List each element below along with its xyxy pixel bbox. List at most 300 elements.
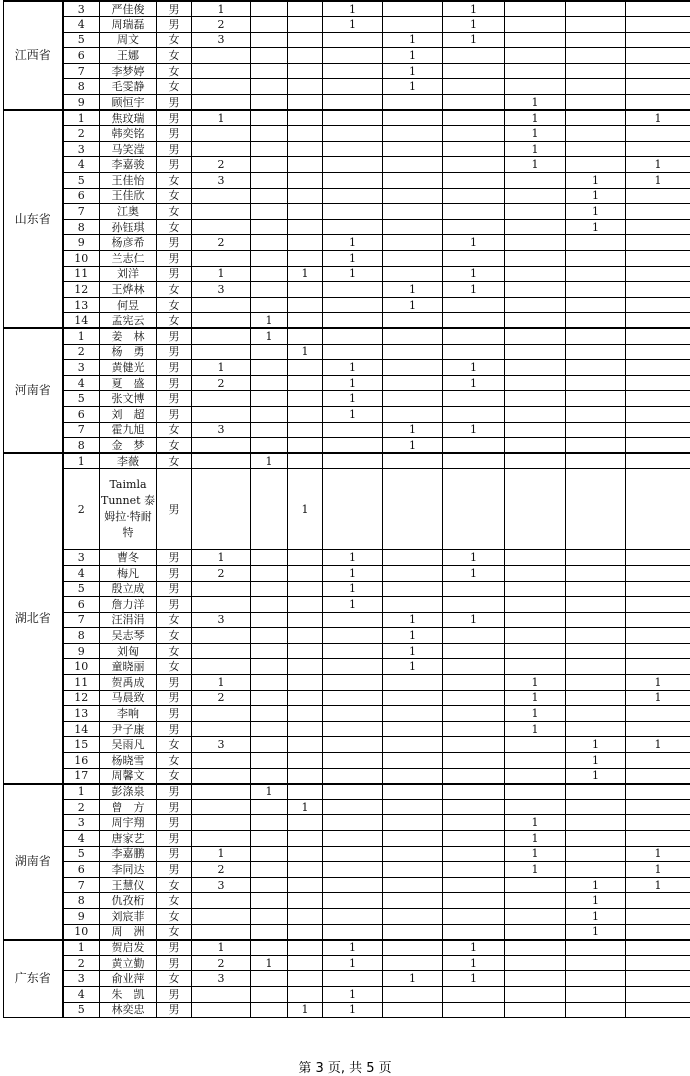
row-number-cell: 3 — [63, 971, 100, 987]
mark-cell — [566, 628, 626, 644]
gender-cell: 男 — [157, 95, 192, 111]
table-row — [4, 581, 690, 597]
mark-cell: 1 — [323, 360, 383, 376]
mark-cell — [626, 955, 690, 971]
mark-cell — [251, 565, 288, 581]
mark-cell — [505, 344, 566, 360]
mark-cell — [443, 469, 505, 550]
table-row — [4, 48, 690, 64]
mark-cell — [626, 831, 690, 847]
mark-cell — [251, 282, 288, 298]
mark-cell — [251, 375, 288, 391]
mark-cell — [251, 581, 288, 597]
mark-cell — [443, 986, 505, 1002]
gender-cell: 女 — [157, 188, 192, 204]
row-number-cell: 10 — [63, 251, 100, 267]
table-row — [4, 597, 690, 613]
table-row — [4, 643, 690, 659]
mark-cell — [288, 846, 323, 862]
table-row — [4, 675, 690, 691]
mark-cell — [383, 986, 443, 1002]
mark-cell: 1 — [443, 1, 505, 17]
table-row — [4, 173, 690, 189]
mark-cell — [251, 126, 288, 142]
gender-cell: 男 — [157, 1002, 192, 1018]
mark-cell: 1 — [443, 360, 505, 376]
mark-cell — [505, 422, 566, 438]
mark-cell: 2 — [192, 565, 251, 581]
mark-cell: 1 — [323, 581, 383, 597]
mark-cell — [505, 753, 566, 769]
gender-cell: 女 — [157, 768, 192, 784]
row-number-cell: 4 — [63, 157, 100, 173]
mark-cell — [566, 612, 626, 628]
mark-cell — [192, 831, 251, 847]
mark-cell — [626, 95, 690, 111]
mark-cell: 1 — [383, 628, 443, 644]
mark-cell — [383, 846, 443, 862]
mark-cell: 1 — [323, 251, 383, 267]
mark-cell: 1 — [566, 877, 626, 893]
mark-cell — [443, 753, 505, 769]
mark-cell — [383, 344, 443, 360]
mark-cell — [443, 157, 505, 173]
table-row — [4, 799, 690, 815]
mark-cell — [383, 690, 443, 706]
mark-cell — [626, 721, 690, 737]
gender-cell: 女 — [157, 908, 192, 924]
mark-cell — [443, 204, 505, 220]
row-number-cell: 17 — [63, 768, 100, 784]
row-number-cell: 8 — [63, 628, 100, 644]
mark-cell — [566, 690, 626, 706]
mark-cell — [443, 784, 505, 800]
mark-cell: 1 — [288, 266, 323, 282]
mark-cell: 1 — [383, 32, 443, 48]
mark-cell — [192, 721, 251, 737]
mark-cell — [505, 986, 566, 1002]
mark-cell: 1 — [323, 1, 383, 17]
student-name-cell: 王烨林 — [100, 282, 157, 298]
mark-cell — [566, 313, 626, 329]
mark-cell: 1 — [251, 955, 288, 971]
student-name-cell: 唐家艺 — [100, 831, 157, 847]
mark-cell — [251, 79, 288, 95]
mark-cell — [192, 597, 251, 613]
table-row — [4, 95, 690, 111]
mark-cell — [251, 643, 288, 659]
mark-cell — [566, 784, 626, 800]
mark-cell — [443, 721, 505, 737]
mark-cell: 1 — [505, 721, 566, 737]
data-sheet — [3, 0, 690, 1025]
mark-cell — [566, 581, 626, 597]
student-name-cell: 王佳欣 — [100, 188, 157, 204]
row-number-cell: 2 — [63, 126, 100, 142]
row-number-cell: 5 — [63, 581, 100, 597]
mark-cell: 1 — [323, 17, 383, 33]
row-number-cell: 10 — [63, 659, 100, 675]
mark-cell — [251, 95, 288, 111]
mark-cell — [505, 406, 566, 422]
student-name-cell: 杨 勇 — [100, 344, 157, 360]
mark-cell — [505, 597, 566, 613]
mark-cell — [443, 188, 505, 204]
table-row — [4, 690, 690, 706]
mark-cell — [626, 612, 690, 628]
mark-cell — [192, 251, 251, 267]
mark-cell — [323, 110, 383, 126]
row-number-cell: 6 — [63, 862, 100, 878]
mark-cell — [192, 344, 251, 360]
mark-cell — [288, 328, 323, 344]
mark-cell — [192, 204, 251, 220]
mark-cell — [383, 721, 443, 737]
mark-cell — [566, 1, 626, 17]
mark-cell — [505, 313, 566, 329]
mark-cell — [626, 1002, 690, 1018]
mark-cell — [192, 753, 251, 769]
row-number-cell: 6 — [63, 597, 100, 613]
mark-cell — [505, 550, 566, 566]
mark-cell — [383, 799, 443, 815]
mark-cell: 1 — [323, 597, 383, 613]
student-name-cell: 吴志琴 — [100, 628, 157, 644]
province-cell: 山东省 — [4, 110, 63, 328]
mark-cell — [251, 235, 288, 251]
mark-cell — [288, 721, 323, 737]
student-name-cell: 杨彦希 — [100, 235, 157, 251]
row-number-cell: 7 — [63, 63, 100, 79]
mark-cell — [566, 675, 626, 691]
mark-cell: 1 — [323, 955, 383, 971]
mark-cell: 1 — [192, 846, 251, 862]
gender-cell: 男 — [157, 846, 192, 862]
mark-cell: 1 — [505, 126, 566, 142]
mark-cell: 1 — [251, 313, 288, 329]
mark-cell — [505, 971, 566, 987]
gender-cell: 男 — [157, 1, 192, 17]
mark-cell — [626, 597, 690, 613]
mark-cell — [443, 597, 505, 613]
mark-cell — [383, 251, 443, 267]
table-row — [4, 360, 690, 376]
mark-cell: 3 — [192, 737, 251, 753]
mark-cell: 1 — [323, 550, 383, 566]
mark-cell — [383, 597, 443, 613]
table-row — [4, 659, 690, 675]
mark-cell — [505, 955, 566, 971]
row-number-cell: 12 — [63, 690, 100, 706]
mark-cell — [323, 924, 383, 940]
mark-cell — [626, 565, 690, 581]
mark-cell — [251, 893, 288, 909]
student-name-cell: 王娜 — [100, 48, 157, 64]
gender-cell: 男 — [157, 17, 192, 33]
row-number-cell: 8 — [63, 79, 100, 95]
mark-cell — [251, 706, 288, 722]
row-number-cell: 2 — [63, 799, 100, 815]
table-row — [4, 438, 690, 454]
mark-cell — [288, 422, 323, 438]
mark-cell: 1 — [443, 17, 505, 33]
mark-cell — [323, 48, 383, 64]
gender-cell: 女 — [157, 737, 192, 753]
mark-cell — [566, 971, 626, 987]
mark-cell: 1 — [566, 908, 626, 924]
mark-cell — [251, 721, 288, 737]
mark-cell — [288, 282, 323, 298]
mark-cell: 1 — [626, 877, 690, 893]
mark-cell: 1 — [566, 219, 626, 235]
mark-cell: 3 — [192, 32, 251, 48]
mark-cell — [288, 831, 323, 847]
mark-cell — [251, 360, 288, 376]
mark-cell — [626, 266, 690, 282]
mark-cell — [383, 313, 443, 329]
mark-cell — [566, 32, 626, 48]
mark-cell — [505, 17, 566, 33]
row-number-cell: 2 — [63, 469, 100, 550]
mark-cell — [566, 157, 626, 173]
mark-cell — [505, 63, 566, 79]
mark-cell — [566, 235, 626, 251]
mark-cell — [288, 95, 323, 111]
mark-cell — [566, 251, 626, 267]
mark-cell: 1 — [323, 406, 383, 422]
mark-cell — [383, 375, 443, 391]
mark-cell: 1 — [566, 737, 626, 753]
mark-cell — [383, 17, 443, 33]
mark-cell: 1 — [383, 643, 443, 659]
mark-cell — [323, 893, 383, 909]
student-name-cell: 姜 林 — [100, 328, 157, 344]
gender-cell: 男 — [157, 940, 192, 956]
student-name-cell: 李嘉骏 — [100, 157, 157, 173]
gender-cell: 女 — [157, 453, 192, 469]
mark-cell — [251, 391, 288, 407]
mark-cell: 1 — [566, 893, 626, 909]
mark-cell — [626, 126, 690, 142]
row-number-cell: 4 — [63, 375, 100, 391]
mark-cell — [251, 971, 288, 987]
mark-cell — [192, 893, 251, 909]
table-row — [4, 628, 690, 644]
mark-cell — [288, 784, 323, 800]
table-row — [4, 737, 690, 753]
mark-cell — [626, 986, 690, 1002]
mark-cell: 1 — [443, 565, 505, 581]
mark-cell — [505, 469, 566, 550]
mark-cell: 1 — [288, 1002, 323, 1018]
mark-cell — [505, 643, 566, 659]
table-row — [4, 282, 690, 298]
mark-cell — [251, 831, 288, 847]
mark-cell — [192, 799, 251, 815]
mark-cell: 1 — [626, 737, 690, 753]
mark-cell — [626, 469, 690, 550]
mark-cell — [288, 877, 323, 893]
table-row — [4, 469, 690, 550]
row-number-cell: 5 — [63, 173, 100, 189]
mark-cell — [288, 48, 323, 64]
mark-cell — [251, 32, 288, 48]
mark-cell: 1 — [626, 110, 690, 126]
mark-cell — [251, 799, 288, 815]
mark-cell — [383, 328, 443, 344]
gender-cell: 男 — [157, 141, 192, 157]
mark-cell — [323, 768, 383, 784]
mark-cell — [288, 690, 323, 706]
table-row — [4, 141, 690, 157]
student-name-cell: 林奕忠 — [100, 1002, 157, 1018]
mark-cell — [443, 877, 505, 893]
mark-cell — [288, 815, 323, 831]
mark-cell — [323, 313, 383, 329]
table-row — [4, 924, 690, 940]
mark-cell: 1 — [443, 235, 505, 251]
mark-cell — [251, 63, 288, 79]
row-number-cell: 5 — [63, 32, 100, 48]
mark-cell — [383, 391, 443, 407]
mark-cell: 1 — [626, 675, 690, 691]
mark-cell: 1 — [566, 188, 626, 204]
mark-cell — [288, 643, 323, 659]
mark-cell — [192, 784, 251, 800]
table-row — [4, 406, 690, 422]
row-number-cell: 16 — [63, 753, 100, 769]
mark-cell — [251, 753, 288, 769]
mark-cell — [443, 706, 505, 722]
mark-cell — [192, 659, 251, 675]
mark-cell — [192, 643, 251, 659]
row-number-cell: 5 — [63, 1002, 100, 1018]
mark-cell: 1 — [443, 422, 505, 438]
mark-cell: 1 — [626, 690, 690, 706]
mark-cell: 2 — [192, 375, 251, 391]
student-name-cell: 刘宸菲 — [100, 908, 157, 924]
row-number-cell: 4 — [63, 565, 100, 581]
mark-cell — [288, 438, 323, 454]
table-row — [4, 266, 690, 282]
mark-cell — [251, 737, 288, 753]
table-row — [4, 32, 690, 48]
row-number-cell: 3 — [63, 815, 100, 831]
mark-cell — [288, 63, 323, 79]
row-number-cell: 7 — [63, 877, 100, 893]
mark-cell — [323, 219, 383, 235]
row-number-cell: 8 — [63, 219, 100, 235]
row-number-cell: 7 — [63, 612, 100, 628]
mark-cell — [251, 675, 288, 691]
mark-cell — [505, 612, 566, 628]
mark-cell — [192, 391, 251, 407]
mark-cell — [566, 940, 626, 956]
mark-cell — [383, 219, 443, 235]
mark-cell: 1 — [443, 612, 505, 628]
mark-cell — [323, 799, 383, 815]
gender-cell: 女 — [157, 628, 192, 644]
mark-cell — [626, 438, 690, 454]
mark-cell: 1 — [251, 328, 288, 344]
mark-cell — [505, 940, 566, 956]
mark-cell — [443, 251, 505, 267]
mark-cell — [288, 297, 323, 313]
mark-cell — [566, 266, 626, 282]
mark-cell — [251, 406, 288, 422]
mark-cell: 1 — [566, 753, 626, 769]
mark-cell: 1 — [505, 141, 566, 157]
mark-cell — [288, 628, 323, 644]
mark-cell — [443, 768, 505, 784]
gender-cell: 男 — [157, 157, 192, 173]
mark-cell — [566, 110, 626, 126]
mark-cell — [192, 628, 251, 644]
mark-cell: 1 — [566, 924, 626, 940]
mark-cell: 1 — [288, 344, 323, 360]
mark-cell — [626, 628, 690, 644]
table-row — [4, 893, 690, 909]
mark-cell — [443, 831, 505, 847]
mark-cell — [323, 612, 383, 628]
mark-cell: 1 — [323, 1002, 383, 1018]
mark-cell — [288, 581, 323, 597]
table-row — [4, 391, 690, 407]
mark-cell — [192, 908, 251, 924]
gender-cell: 女 — [157, 438, 192, 454]
mark-cell — [626, 391, 690, 407]
mark-cell — [626, 706, 690, 722]
student-name-cell: 李薇 — [100, 453, 157, 469]
mark-cell — [323, 79, 383, 95]
gender-cell: 女 — [157, 63, 192, 79]
mark-cell — [323, 908, 383, 924]
mark-cell — [323, 95, 383, 111]
gender-cell: 男 — [157, 375, 192, 391]
mark-cell: 1 — [505, 110, 566, 126]
table-row — [4, 862, 690, 878]
gender-cell: 女 — [157, 313, 192, 329]
mark-cell — [626, 924, 690, 940]
gender-cell: 男 — [157, 955, 192, 971]
mark-cell — [323, 784, 383, 800]
mark-cell — [626, 643, 690, 659]
table-row — [4, 328, 690, 344]
mark-cell — [626, 893, 690, 909]
province-cell: 广东省 — [4, 940, 63, 1018]
mark-cell — [626, 453, 690, 469]
mark-cell — [192, 924, 251, 940]
mark-cell — [566, 391, 626, 407]
mark-cell — [192, 48, 251, 64]
mark-cell: 1 — [383, 659, 443, 675]
mark-cell — [626, 581, 690, 597]
row-number-cell: 6 — [63, 188, 100, 204]
student-name-cell: 李嘉鹏 — [100, 846, 157, 862]
gender-cell: 女 — [157, 282, 192, 298]
mark-cell — [566, 643, 626, 659]
mark-cell — [505, 877, 566, 893]
mark-cell — [323, 204, 383, 220]
province-cell: 江西省 — [4, 1, 63, 110]
mark-cell: 2 — [192, 955, 251, 971]
mark-cell — [443, 313, 505, 329]
row-number-cell: 10 — [63, 924, 100, 940]
mark-cell — [192, 95, 251, 111]
table-row — [4, 375, 690, 391]
mark-cell: 1 — [505, 157, 566, 173]
mark-cell: 1 — [505, 706, 566, 722]
